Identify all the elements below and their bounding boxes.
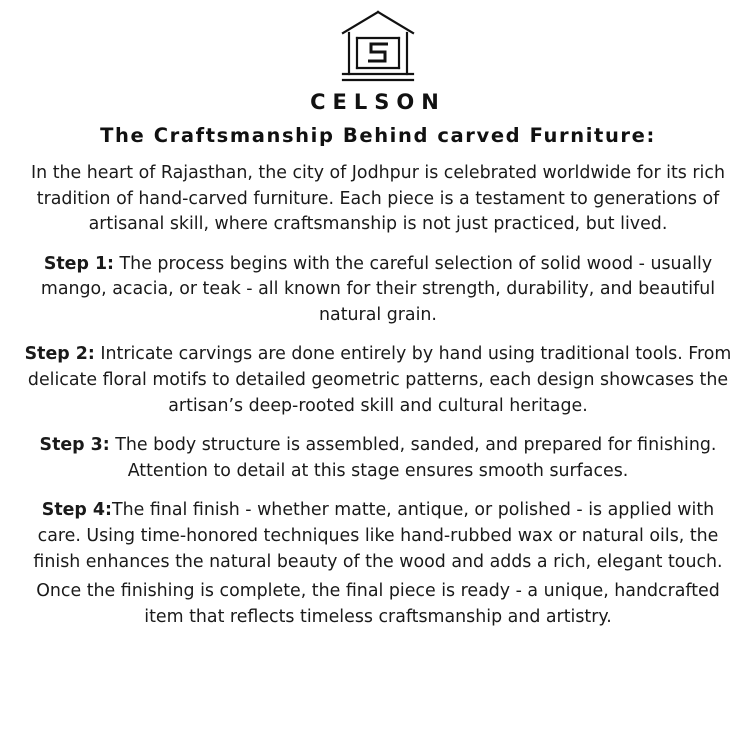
step-2-text: Intricate carvings are done entirely by hand using traditional tools. From delicate floral motifs to detailed geometric patterns, each design showcases the artisan’s deep-rooted skill and cultural heritage. [27,344,732,416]
step-3-text: The body structure is assembled, sanded, and prepared for finishing. Attention to detail at this stage ensures smooth surfaces. [109,435,717,481]
step-4-label: Step 4: [41,500,112,521]
step-4-paragraph [22,498,734,575]
step-1-paragraph [22,252,734,329]
step-1-text: The process begins with the careful selection of solid wood - usually mango, acacia, or teak - all known for their strength, durability, and beautiful natural grain. [40,253,716,325]
step-2-label: Step 2: [24,344,95,365]
brand-logo [335,8,421,88]
closing-paragraph: Once the finishing is complete, the final piece is ready - a unique, handcrafted item that reflects timeless craftsmanship and artistry. [36,581,720,627]
step-3-paragraph [22,433,734,484]
step-4-text: The final finish - whether matte, antique, or polished - is applied with care. Using time-honored techniques like hand-rubbed wax or natural oils, the finish enhances the natural beauty of the wood and adds a rich, elegant touch. [33,500,723,572]
step-2-paragraph [22,342,734,419]
page-title: The Craftsmanship Behind carved Furniture: [100,124,656,147]
intro-paragraph: In the heart of Rajasthan, the city of Jodhpur is celebrated worldwide for its rich tradition of hand-carved furniture. Each piece is a testament to generations of artisanal skill, where craftsmanship is not just practiced, but lived. [31,163,725,235]
brand-name: CELSON [310,90,446,114]
step-3-label: Step 3: [39,435,110,456]
house-monogram-logo-icon [335,8,421,86]
step-1-label: Step 1: [43,253,115,274]
